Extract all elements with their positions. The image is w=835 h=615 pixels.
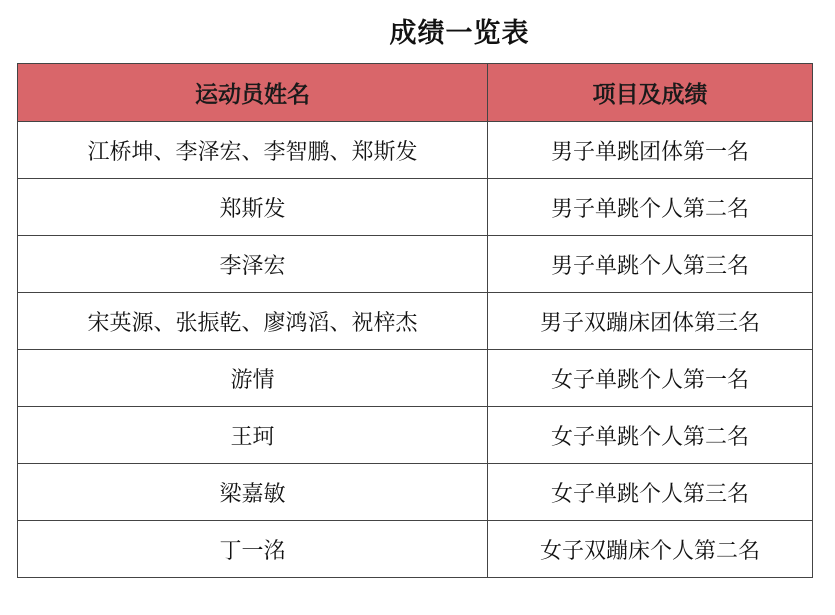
table-header-row <box>18 64 813 122</box>
table-row <box>18 122 813 179</box>
athlete-cell: 宋英源、张振乾、廖鸿滔、祝梓杰 <box>18 293 488 350</box>
athlete-cell: 李泽宏 <box>18 236 488 293</box>
athlete-cell: 郑斯发 <box>18 179 488 236</box>
result-cell: 女子双蹦床个人第二名 <box>488 521 813 578</box>
athlete-cell: 丁一洺 <box>18 521 488 578</box>
header-event-result: 项目及成绩 <box>488 64 813 122</box>
athlete-cell: 江桥坤、李泽宏、李智鹏、郑斯发 <box>18 122 488 179</box>
athlete-cell: 梁嘉敏 <box>18 464 488 521</box>
result-cell: 男子单跳个人第二名 <box>488 179 813 236</box>
result-cell: 女子单跳个人第二名 <box>488 407 813 464</box>
table-row <box>18 293 813 350</box>
table-row <box>18 464 813 521</box>
athlete-cell: 游情 <box>18 350 488 407</box>
header-athlete-name: 运动员姓名 <box>18 64 488 122</box>
result-cell: 男子单跳团体第一名 <box>488 122 813 179</box>
athlete-cell: 王珂 <box>18 407 488 464</box>
result-cell: 男子单跳个人第三名 <box>488 236 813 293</box>
result-cell: 女子单跳个人第三名 <box>488 464 813 521</box>
results-table <box>17 63 813 578</box>
table-row <box>18 407 813 464</box>
result-cell: 女子单跳个人第一名 <box>488 350 813 407</box>
table-row <box>18 179 813 236</box>
table-row <box>18 236 813 293</box>
table-row <box>18 521 813 578</box>
result-cell: 男子双蹦床团体第三名 <box>488 293 813 350</box>
page-title: 成绩一览表 <box>389 18 530 49</box>
table-row <box>18 350 813 407</box>
